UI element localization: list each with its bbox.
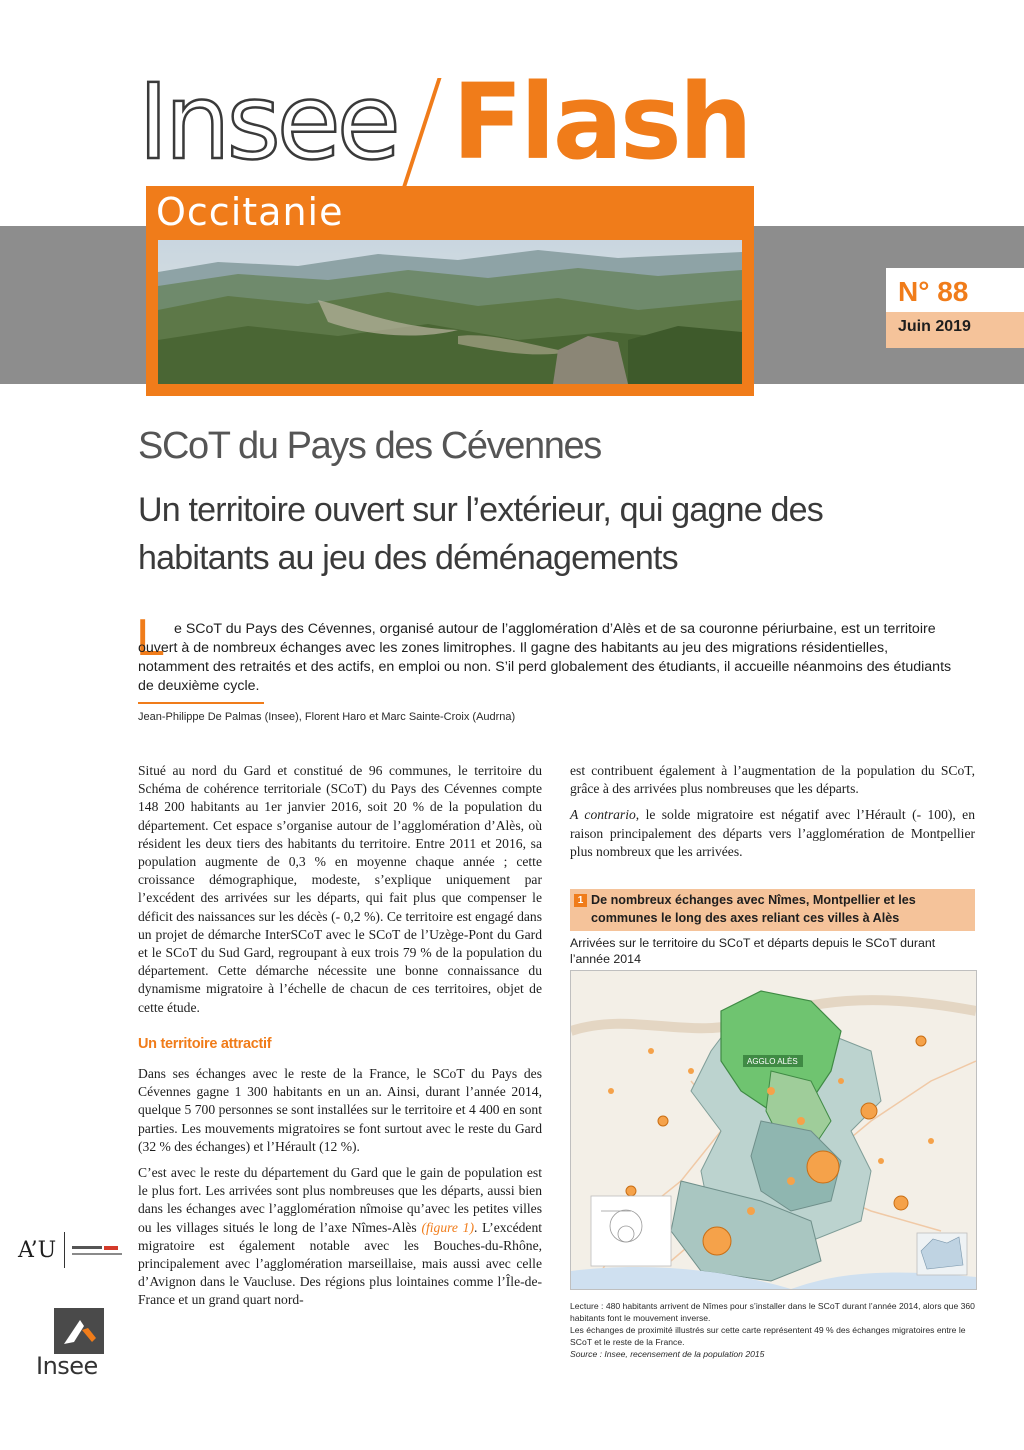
body-paragraph-5-rest: , le solde migratoire est négatif avec l’Hérault (- 100), en raison principalement des départs vers l’agglomération de Montpellier plus nombreux que les arrivées. xyxy=(570,807,976,859)
page-title: SCoT du Pays des Cévennes xyxy=(138,425,601,467)
region-label: Occitanie xyxy=(156,190,344,234)
lead-paragraph: e SCoT du Pays des Cévennes, organisé autour de l’agglomération d’Alès et de sa couronne périurbaine, est un territoire ouvert à de nombreux échanges avec les zones limitrophes. Il gagne des habitants au jeu des migrations résidentielles, notamment des retraités et des actifs, en emploi ou non. S’il perd globalement des étudiants, il accueille néanmoins des étudiants de deuxième cycle. xyxy=(138,621,952,694)
right-column xyxy=(570,762,975,869)
section-heading: Un territoire attractif xyxy=(138,1035,272,1052)
brand-slash xyxy=(399,78,442,198)
body-paragraph-3 xyxy=(138,1164,542,1310)
issue-number: N° 88 xyxy=(898,276,969,307)
brand-insee: Insee xyxy=(138,61,397,183)
map-label: AGGLO ALÈS xyxy=(747,1057,798,1066)
authors-line: Jean-Philippe De Palmas (Insee), Florent Haro et Marc Sainte-Croix (Audrna) xyxy=(138,711,516,723)
landscape-illustration xyxy=(158,240,742,384)
figure-notes xyxy=(570,1300,975,1360)
figure-number: 1 xyxy=(574,894,587,907)
body-paragraph-4: est contribuent également à l’augmentation de la population du SCoT, grâce à des arrivées plus nombreuses que les départs. xyxy=(570,763,975,797)
map-illustration xyxy=(571,971,976,1289)
partner-logo-icon xyxy=(70,1240,130,1262)
logo-divider xyxy=(64,1232,65,1268)
issue-date: Juin 2019 xyxy=(898,318,971,335)
migration-map xyxy=(570,970,977,1290)
a-contrario: A contrario xyxy=(570,807,636,823)
body-paragraph-2: Dans ses échanges avec le reste de la France, le SCoT du Pays des Cévennes gagne 1 300 habitants en un an. Ainsi, durant l’année 2014, quelque 5 700 personnes se sont installées sur le territoire et 4 400 en sont parties. Les mouvements migratoires se font surtout avec le reste du Gard (32 % des échanges) et l’Hérault (12 %). xyxy=(138,1066,542,1154)
figure-note: Les échanges de proximité illustrés sur cette carte représentent 49 % des échanges migratoires entre le SCoT et le reste de la France. xyxy=(570,1325,966,1347)
body-paragraph-3-part-b: . L’excédent migratoire est également notable avec les Bouches-du-Rhône, principalement avec l’agglomération marseillaise, mais aussi avec celle d’Avignon dans le Vaucluse. Des régions plus lointaines comme l’Île-de-France et un grand quart nord- xyxy=(138,1219,543,1308)
lead-dropcap: L xyxy=(136,609,165,667)
page-subtitle: Un territoire ouvert sur l’extérieur, qui gagne des habitants au jeu des déménagements xyxy=(138,491,823,577)
insee-logo-icon xyxy=(54,1308,104,1354)
figure-reference-link[interactable]: (figure 1) xyxy=(421,1219,474,1235)
au-logo: A’U xyxy=(18,1238,57,1263)
body-paragraph-5 xyxy=(570,806,975,861)
insee-logo-text: Insee xyxy=(36,1352,98,1380)
body-paragraph-3-part-a: C’est avec le reste du département du Gard que le gain de population est le plus fort. Les arrivées sont plus nombreuses que les départs, aussi bien dans les échanges avec l’agglomération nîmoise qu’avec les petites villes ou les villages situés le long de l’axe Nîmes-Alès xyxy=(138,1165,542,1235)
figure-title: De nombreux échanges avec Nîmes, Montpellier et les communes le long des axes reliant ces villes à Alès xyxy=(591,893,916,925)
brand-flash: Flash xyxy=(452,61,750,183)
lead-rule xyxy=(138,702,264,704)
left-column xyxy=(138,762,542,1318)
body-paragraph-1: Situé au nord du Gard et constitué de 96 communes, le territoire du Schéma de cohérence territoriale (SCoT) du Pays des Cévennes compte 148 200 habitants au 1er janvier 2016, soit 20 % de la population du département. Cet espace s’organise autour de l’agglomération d’Alès, où résident les deux tiers des habitants du territoire. Entre 2011 et 2016, sa population augmente de 0,3 % en moyenne chaque année ; cette croissance démographique, modeste, s’explique uniquement par l’excédent des arrivées sur les départs, qui fait plus que compenser le déficit des naissances sur les décès (- 0,2 %). Ce territoire est engagé dans un projet de démarche InterSCoT avec le SCoT de l’Uzège-Pont du Gard et le SCoT du Sud Gard, regroupant à eux trois 79 % de la population du département. Cette démarche nécessite une bonne connaissance du dynamisme migratoire à l’échelle de chacun de ces territoires, objet de cette étude. xyxy=(138,763,542,1015)
cover-photo xyxy=(158,240,742,384)
figure-source: Source : Insee, recensement de la population 2015 xyxy=(570,1349,765,1359)
figure-subtitle: Arrivées sur le territoire du SCoT et départs depuis le SCoT durant l’année 2014 xyxy=(570,936,936,966)
figure-lecture: Lecture : 480 habitants arrivent de Nîmes pour s’installer dans le SCoT durant l’année 2014, alors que 360 habitants font le mouvement inverse. xyxy=(570,1301,975,1323)
